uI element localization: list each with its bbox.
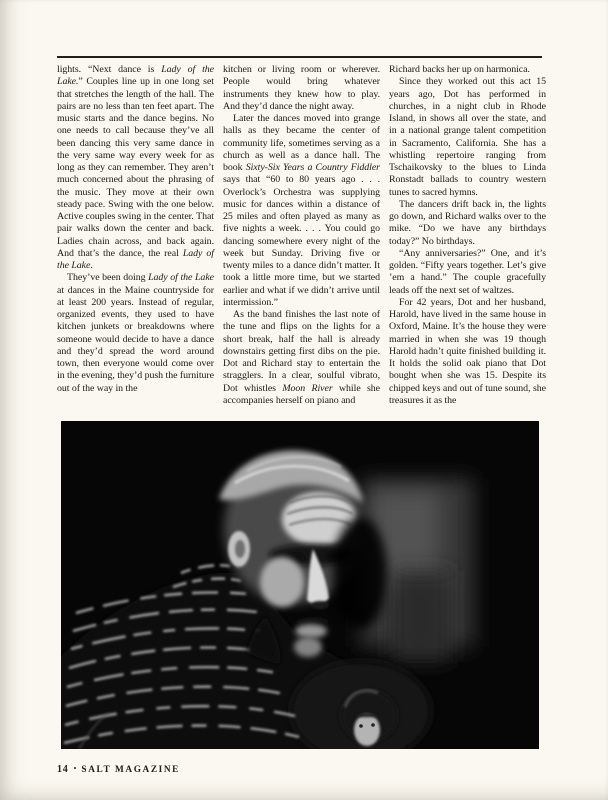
photo-illustration xyxy=(61,421,539,749)
article-paragraph: kitchen or living room or wherever. People would bring whatever instruments they knew how to play. And they’d dance the night away. xyxy=(223,64,380,112)
article-paragraph: “Any anniversaries?” One, and it’s golden. “Fifty years together. Let’s give ’em a hand.” The couple gracefully leads off the next set of waltzes. xyxy=(389,247,546,296)
top-rule xyxy=(57,56,542,58)
article-paragraph: As the band finishes the last note of the tune and flips on the lights for a short break, half the hall is already downstairs getting first dibs on the pie. Dot and Richard stay to entertain the stragglers. In a clear, soulful vibrato, Dot whistles Moon River while she accompanies herself on piano and xyxy=(223,309,380,406)
magazine-name: SALT MAGAZINE xyxy=(81,765,180,775)
page-number: 14 xyxy=(57,764,69,775)
article-paragraph: Richard backs her up on harmonica. xyxy=(389,64,530,75)
article-paragraph: The dancers drift back in, the lights go down, and Richard walks over to the mike. “Do we have any birthdays today?” No birthdays. xyxy=(389,198,546,247)
footer-separator: • xyxy=(73,764,77,773)
article-column-3 xyxy=(389,64,546,411)
photo-man-portrait xyxy=(61,421,539,749)
article-columns xyxy=(57,64,546,411)
article-paragraph: They’ve been doing Lady of the Lake at dances in the Maine countryside for at least 200 years. Instead of regular, organized events, they used to have kitchen junkets or breakdowns where someone would decide to have a dance and they’d spread the word around town, then everyone would come over in the evening, they’d push the furniture out of the way in the xyxy=(57,272,214,394)
article-paragraph: Later the dances moved into grange halls as they became the center of community life, sometimes serving as a church as well as a dance hall. The book Sixty-Six Years a Country Fiddler says that “60 to 80 years ago . . . Overlock’s Orchestra was supplying music for dances within a distance of 25 miles and often played as many as five nights a week. . . . You could go dancing somewhere every night of the week but Sunday. Driving five or twenty miles to a dance didn’t matter. It took a little more time, but we started earlier and what if we didn’t arrive until intermission.” xyxy=(223,113,380,308)
article-column-2 xyxy=(223,64,380,411)
page-footer xyxy=(57,764,180,775)
article-paragraph: lights. “Next dance is Lady of the Lake.” Couples line up in one long set that stretches the length of the hall. The pairs are no less than ten feet apart. The music starts and the dance begins. No one needs to call because they’ve all been dancing this very same dance in the very same way every week for as long as they can remember. They aren’t much concerned about the phrasing of the music. They move at their own steady pace. Swing with the one below. Active couples swing in the center. That pair walks down the center and back. Ladies chain across, and back again. And that’s the dance, the real Lady of the Lake. xyxy=(57,64,214,271)
article-paragraph: For 42 years, Dot and her husband, Harold, have lived in the same house in Oxford, Maine. It’s the house they were married in when she was 19 though Harold hadn’t quite finished building it. It holds the solid oak piano that Dot bought when she was 15. Despite its chipped keys and out of tune sound, she treasures it as the xyxy=(389,296,546,406)
article-paragraph: Since they worked out this act 15 years ago, Dot has performed in churches, in a night club in Rhode Island, in shows all over the state, and in a national grange talent competition in Sacramento, California. She has a whistling repertoire ranging from Tschaikovsky to the blues to Linda Ronstadt ballads to country western tunes to sacred hymns. xyxy=(389,76,546,198)
article-column-1 xyxy=(57,64,214,411)
